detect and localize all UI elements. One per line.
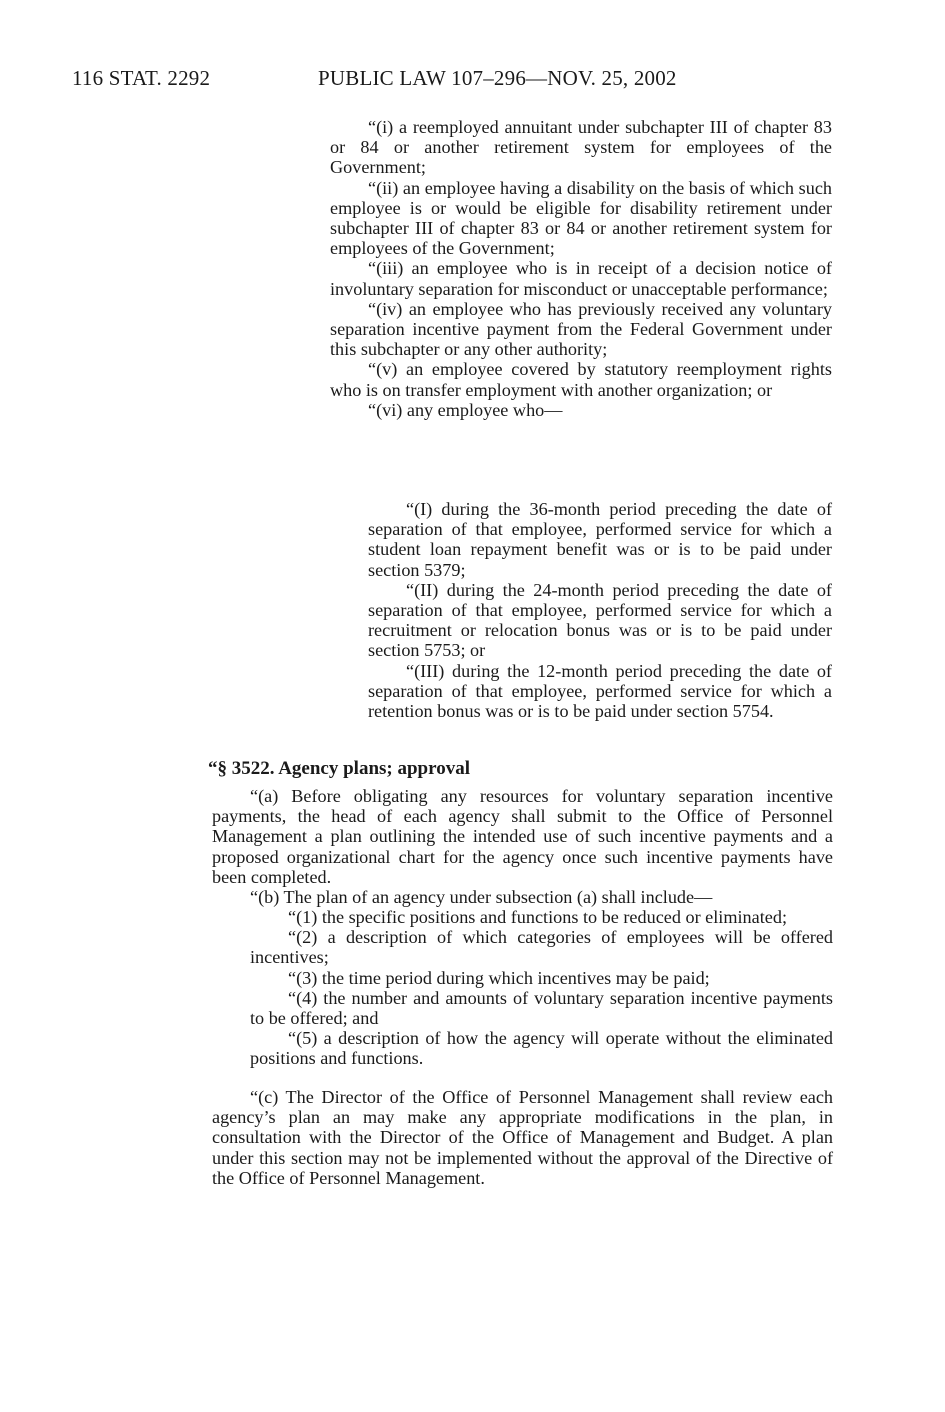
subclause-I: “(I) during the 36-month period preceding the date of separation of that employee, performed service for which a student loan repayment benefit was or is to be paid under section 5379; [368, 499, 832, 580]
section-heading: “§ 3522. Agency plans; approval [208, 758, 470, 779]
public-law-reference: PUBLIC LAW 107–296—NOV. 25, 2002 [318, 66, 677, 90]
subsection-c: “(c) The Director of the Office of Personnel Management shall review each agency’s plan an may make any appropriate modifications in the plan, in consultation with the Director of the Office of Management and Budget. A plan under this section may not be implemented without the approval of the Directive of the Office of Personnel Management. [212, 1087, 833, 1188]
clause-iii: “(iii) an employee who is in receipt of a decision notice of involuntary separation for misconduct or unacceptable performance; [330, 258, 832, 299]
clause-i: “(i) a reemployed annuitant under subchapter III of chapter 83 or 84 or another retirement system for employees of the Government; [330, 117, 832, 178]
item-4: “(4) the number and amounts of voluntary separation incentive payments to be offered; and [250, 987, 833, 1029]
clauses-top [330, 117, 832, 420]
item-2: “(2) a description of which categories of employees will be offered incentives; [250, 927, 833, 968]
item-3: “(3) the time period during which incentives may be paid; [288, 967, 710, 988]
subsection-a: “(a) Before obligating any resources for voluntary separation incentive payments, the head of each agency shall submit to the Office of Personnel Management a plan outlining the intended use of such incentive payments and a proposed organizational chart for the agency once such incentive payments have been completed. [212, 786, 833, 887]
clause-ii: “(ii) an employee having a disability on the basis of which such employee is or would be eligible for disability retirement under subchapter III of chapter 83 or 84 or another retirement system for employees of the Government; [330, 177, 832, 259]
subsection-b-items [250, 907, 833, 1069]
page-header [72, 66, 772, 96]
stat-reference: 116 STAT. 2292 [72, 66, 211, 90]
clause-iv: “(iv) an employee who has previously received any voluntary separation incentive payment from the Federal Government under this subchapter or any other authority; [330, 298, 832, 360]
clause-v: “(v) an employee covered by statutory reemployment rights who is on transfer employment with another organization; or [330, 359, 832, 400]
item-5: “(5) a description of how the agency will operate without the eliminated positions and functions. [250, 1028, 833, 1069]
item-1: “(1) the specific positions and functions to be reduced or eliminated; [288, 907, 787, 927]
subclause-III: “(III) during the 12-month period preceding the date of separation of that employee, performed service for which a retention bonus was or is to be paid under section 5754. [368, 660, 832, 722]
subsection-a-b [212, 786, 833, 907]
subclauses [368, 499, 832, 721]
subsection-c-block [212, 1087, 833, 1188]
subclause-II: “(II) during the 24-month period preceding the date of separation of that employee, performed service for which a recruitment or relocation bonus was or is to be paid under section 5753; or [368, 579, 832, 661]
clause-vi: “(vi) any employee who— [368, 399, 563, 420]
subsection-b-intro: “(b) The plan of an agency under subsection (a) shall include— [250, 887, 713, 908]
